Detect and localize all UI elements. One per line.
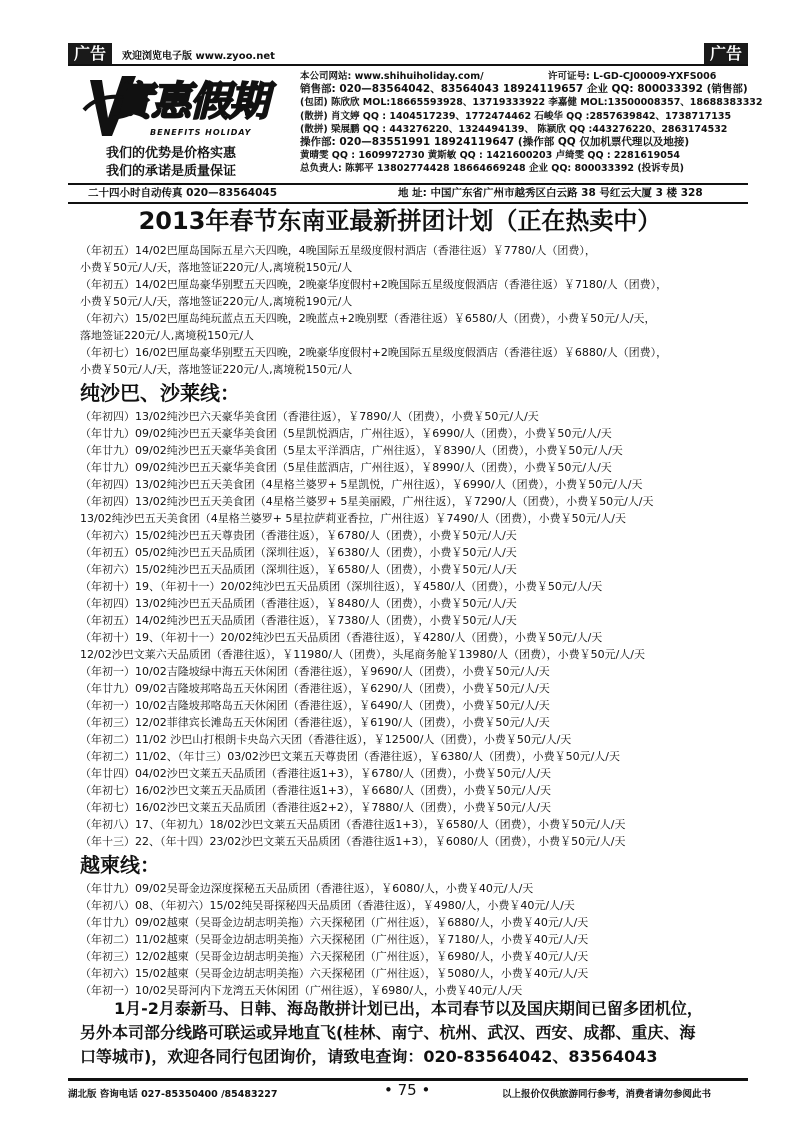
disclaimer: 以上报价仅供旅游同行参考，消费者请勿参阅此书 <box>502 1089 712 1100</box>
list-item: （年廿九）09/02纯沙巴五天豪华美食团（5星佳蓝酒店，广州往返），￥8990/人（团费），小费￥50元/人/天 <box>80 461 612 474</box>
list-item: （年初七）16/02巴厘岛豪华别墅五天四晚，2晚豪华度假村+2晚国际五星级度假酒店（香港往返）￥6880/人（团费）， <box>80 346 668 359</box>
list-item: （年十三）22、（年十四）23/02沙巴文莱五天品质团（香港往返1+3），￥6080/人（团费），小费￥50元/人/天 <box>80 835 626 848</box>
list-item: （年廿九）09/02吴哥金边深度探秘五天品质团（香港往返），￥6080/人，小费￥40元/人/天 <box>80 882 534 895</box>
contact-row: 黄晴雯 QQ : 1609972730 黄斯敏 QQ : 1421600203 卢绮雯 QQ : 2281619054 <box>300 150 681 162</box>
ad-label-left: 广告 <box>68 43 112 64</box>
list-item: （年初一）10/02吉隆坡邦咯岛五天休闲团（香港往返），￥6490/人（团费），小费￥50元/人/天 <box>80 699 550 712</box>
slogan-price: 我们的优势是价格实惠 <box>106 146 237 161</box>
list-item: 12/02沙巴文莱六天品质团（香港往返），￥11980/人（团费），头尾商务舱￥13980/人（团费），小费￥50元/人/天 <box>80 648 646 661</box>
list-item: （年初八）08、（年初六）15/02纯吴哥探秘四天品质团（香港往返），￥4980/人，小费￥40元/人/天 <box>80 899 575 912</box>
list-item: （年初六）15/02纯沙巴五天品质团（深圳往返），￥6580/人（团费），小费￥50元/人/天 <box>80 563 517 576</box>
list-item: 小费￥50元/人/天，落地签证220元/人,离境税190元/人 <box>80 295 353 308</box>
list-item: （年初五）14/02巴厘岛豪华别墅五天四晚，2晚豪华度假村+2晚国际五星级度假酒店（香港往返）￥7180/人（团费）， <box>80 278 668 291</box>
slogan-quality: 我们的承诺是质量保证 <box>106 164 237 179</box>
promo-line: 口等城市)，欢迎各同行包团询价，请致电查询：020-83564042、83564043 <box>80 1047 658 1066</box>
company-logo <box>82 68 297 178</box>
list-item: （年初七）16/02沙巴文莱五天品质团（香港往返2+2），￥7880/人（团费），小费￥50元/人/天 <box>80 801 552 814</box>
page-title: 2013年春节东南亚最新拼团计划（正在热卖中） <box>138 207 662 235</box>
list-item: （年廿九）09/02越柬（吴哥金边胡志明美拖）六天探秘团（广州往返），￥6880/人，小费￥40元/人/天 <box>80 916 589 929</box>
license-text: 许可证号: L-GD-CJ00009-YXFS006 <box>548 71 717 82</box>
address-text: 地 址: 中国广东省广州市越秀区白云路 38 号红云大厦 3 楼 328 <box>398 187 703 199</box>
contact-row: (散拼) 肖文婷 QQ : 1404517239、1772474462 石峻华 QQ :2857639842、1738717135 <box>300 110 732 122</box>
top-divider <box>68 64 748 66</box>
promo-line: 另外本司部分线路可联运或异地直飞(桂林、南宁、杭州、武汉、西安、成都、重庆、海 <box>80 1023 696 1042</box>
contact-info <box>300 70 763 176</box>
contact-row: 操作部: 020—83551991 18924119647 (操作部 QQ 仅加机票代理以及地接) <box>300 135 690 148</box>
promo-line: 1月-2月泰新马、日韩、海岛散拼计划已出，本司春节以及国庆期间已留多团机位， <box>114 999 703 1018</box>
list-item: （年初八）17、（年初九）18/02沙巴文莱五天品质团（香港往返1+3），￥6580/人（团费），小费￥50元/人/天 <box>80 818 626 831</box>
list-item: （年初六）15/02越柬（吴哥金边胡志明美拖）六天探秘团（广州往返），￥5080/人，小费￥40元/人/天 <box>80 967 589 980</box>
contact-row: (散拼) 梁展鹏 QQ : 443276220、1324494139、 陈颍欣 QQ :443276220、2863174532 <box>300 123 728 135</box>
list-item: （年初五）05/02纯沙巴五天品质团（深圳往返），￥6380/人（团费），小费￥50元/人/天 <box>80 546 517 559</box>
contact-row: (包团) 陈欣欣 MOL:18665593928、13719333922 李嘉健 MOL:13500008357、18688383332 <box>300 97 763 109</box>
list-item: （年廿四）04/02沙巴文莱五天品质团（香港往返1+3），￥6780/人（团费），小费￥50元/人/天 <box>80 767 552 780</box>
section-heading-vietnam: 越柬线： <box>80 853 160 877</box>
website-text: 本公司网站: www.shihuiholiday.com/ <box>300 71 484 82</box>
list-item: （年初七）16/02沙巴文莱五天品质团（香港往返1+3），￥6680/人（团费），小费￥50元/人/天 <box>80 784 552 797</box>
list-item: （年初三）12/02越柬（吴哥金边胡志明美拖）六天探秘团（广州往返），￥6980/人，小费￥40元/人/天 <box>80 950 589 963</box>
list-item: （年初十）19、（年初十一）20/02纯沙巴五天品质团（深圳往返），￥4580/人（团费），小费￥50元/人/天 <box>80 580 603 593</box>
fax-text: 二十四小时自动传真 020—83564045 <box>88 187 278 199</box>
list-item: （年廿九）09/02纯沙巴五天豪华美食团（5星凯悦酒店，广州往返），￥6990/人（团费），小费￥50元/人/天 <box>80 427 612 440</box>
list-item: （年初五）14/02纯沙巴五天品质团（香港往返），￥7380/人（团费），小费￥50元/人/天 <box>80 614 517 627</box>
logo-english: BENEFITS HOLIDAY <box>150 128 252 137</box>
list-item: （年初四）13/02纯沙巴五天品质团（香港往返），￥8480/人（团费），小费￥50元/人/天 <box>80 597 517 610</box>
page-number: • 75 • <box>384 1081 431 1099</box>
list-item: （年初四）13/02纯沙巴五天美食团（4星格兰婆罗+ 5星凯悦，广州往返），￥6990/人（团费），小费￥50元/人/天 <box>80 478 643 491</box>
contact-row: 销售部: 020—83564042、83564043 18924119657 企业 QQ: 800033392 (销售部) <box>300 83 748 96</box>
promo-note <box>80 997 750 1069</box>
list-item: （年初六）15/02巴厘岛纯玩蓝点五天四晚，2晚蓝点+2晚别墅（香港往返）￥6580/人（团费），小费￥50元/人/天， <box>80 312 656 325</box>
welcome-text: 欢迎浏览电子版 www.zyoo.net <box>122 51 275 62</box>
list-item: 小费￥50元/人/天，落地签证220元/人,离境税150元/人 <box>80 261 353 274</box>
list-item: （年初五）14/02巴厘岛国际五星六天四晚，4晚国际五星级度假村酒店（香港往返）￥7780/人（团费）， <box>80 244 596 257</box>
list-item: 13/02纯沙巴五天美食团（4星格兰婆罗+ 5星拉萨莉亚香拉，广州往返）￥7490/人（团费），小费￥50元/人/天 <box>80 512 627 525</box>
edition-contact: 湖北版 咨询电话 027-85350400 /85483227 <box>68 1089 278 1100</box>
list-item: （年初一）10/02吴哥河内下龙湾五天休闲团（广州往返），￥6980/人，小费￥40元/人/天 <box>80 984 523 997</box>
list-item: 小费￥50元/人/天，落地签证220元/人,离境税150元/人 <box>80 363 353 376</box>
list-item: （年初二）11/02、（年廿三）03/02沙巴文莱五天尊贵团（香港往返），￥6380/人（团费），小费￥50元/人/天 <box>80 750 621 763</box>
section-heading-sabah: 纯沙巴、沙莱线： <box>80 381 240 405</box>
list-item: （年初十）19、（年初十一）20/02纯沙巴五天品质团（香港往返），￥4280/人（团费），小费￥50元/人/天 <box>80 631 603 644</box>
itinerary-list <box>80 242 760 999</box>
list-item: （年初三）12/02菲律宾长滩岛五天休闲团（香港往返），￥6190/人（团费），小费￥50元/人/天 <box>80 716 550 729</box>
list-item: （年廿九）09/02纯沙巴五天豪华美食团（5星太平洋酒店，广州往返），￥8390/人（团费），小费￥50元/人/天 <box>80 444 623 457</box>
list-item: （年廿九）09/02吉隆坡邦咯岛五天休闲团（香港往返），￥6290/人（团费），小费￥50元/人/天 <box>80 682 550 695</box>
contact-row: 总负责人: 陈郭平 13802774428 18664669248 企业 QQ: 800033392 (投诉专员) <box>300 163 684 175</box>
list-item: （年初二）11/02 沙巴山打根朗卡央岛六天团（香港往返），￥12500/人（团费），小费￥50元/人/天 <box>80 733 572 746</box>
list-item: （年初六）15/02纯沙巴五天尊贵团（香港往返），￥6780/人（团费），小费￥50元/人/天 <box>80 529 517 542</box>
list-item: （年初一）10/02吉隆坡绿中海五天休闲团（香港往返），￥9690/人（团费），小费￥50元/人/天 <box>80 665 550 678</box>
list-item: 落地签证220元/人,离境税150元/人 <box>80 329 254 342</box>
logo-name: 實惠假期 <box>112 78 268 125</box>
list-item: （年初二）11/02越柬（吴哥金边胡志明美拖）六天探秘团（广州往返），￥7180/人，小费￥40元/人/天 <box>80 933 589 946</box>
list-item: （年初四）13/02纯沙巴五天美食团（4星格兰婆罗+ 5星美丽殿，广州往返），￥7290/人（团费），小费￥50元/人/天 <box>80 495 654 508</box>
ad-label-right: 广告 <box>704 43 748 64</box>
website-row <box>300 70 750 83</box>
list-item: （年初四）13/02纯沙巴六天豪华美食团（香港往返），￥7890/人（团费），小费￥50元/人/天 <box>80 410 539 423</box>
